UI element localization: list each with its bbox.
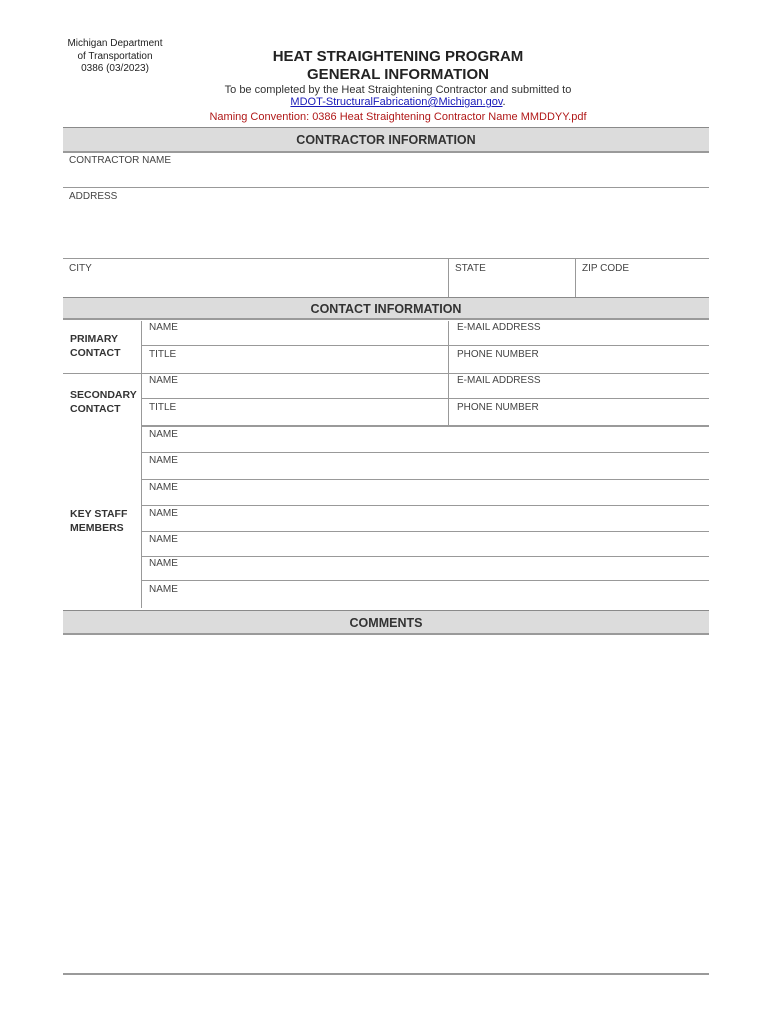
agency-block — [58, 38, 172, 76]
divider — [142, 505, 709, 506]
key-staff-name-field[interactable] — [149, 568, 701, 579]
secondary-phone-label: PHONE NUMBER — [457, 402, 539, 413]
primary-title-field[interactable] — [149, 359, 441, 371]
divider — [63, 373, 709, 374]
form-title-line1: HEAT STRAIGHTENING PROGRAM — [272, 48, 524, 65]
divider — [142, 398, 709, 399]
key-staff-name-label: NAME — [149, 584, 178, 595]
contractor-name-field[interactable] — [140, 166, 700, 184]
primary-title-label: TITLE — [149, 349, 177, 360]
key-staff-name-label: NAME — [149, 508, 178, 519]
form-number: 0386 (03/2023) — [81, 63, 149, 74]
primary-email-field[interactable] — [457, 332, 702, 344]
key-staff-label-line2: MEMBERS — [70, 522, 124, 534]
divider — [63, 258, 709, 259]
comments-heading: COMMENTS — [63, 610, 709, 635]
key-staff-label — [70, 507, 127, 535]
divider — [575, 259, 576, 297]
state-label: STATE — [455, 263, 486, 274]
secondary-name-label: NAME — [149, 375, 178, 386]
key-staff-name-label: NAME — [149, 455, 178, 466]
contractor-name-label: CONTRACTOR NAME — [69, 155, 172, 166]
agency-name-line2: of Transportation — [77, 50, 153, 62]
zip-code-label: ZIP CODE — [582, 263, 630, 274]
divider — [448, 259, 449, 297]
naming-convention: Naming Convention: 0386 Heat Straightening Contractor Name MMDDYY.pdf — [209, 111, 587, 123]
primary-contact-label-line1: PRIMARY — [70, 333, 119, 345]
divider — [142, 580, 709, 581]
primary-name-field[interactable] — [149, 332, 441, 344]
divider — [141, 321, 142, 608]
secondary-title-label: TITLE — [149, 402, 177, 413]
comments-bottom-rule — [63, 973, 709, 975]
divider — [142, 556, 709, 557]
secondary-name-field[interactable] — [149, 385, 441, 397]
form-title-line2: GENERAL INFORMATION — [307, 66, 489, 83]
key-staff-name-label: NAME — [149, 558, 178, 569]
primary-phone-field[interactable] — [457, 359, 702, 371]
divider — [142, 425, 709, 427]
key-staff-name-field[interactable] — [149, 439, 701, 451]
city-label: CITY — [69, 263, 92, 274]
primary-name-label: NAME — [149, 322, 178, 333]
primary-phone-label: PHONE NUMBER — [457, 349, 539, 360]
secondary-contact-label-line1: SECONDARY — [70, 389, 137, 401]
key-staff-name-field[interactable] — [149, 492, 701, 504]
divider — [142, 345, 709, 346]
zip-code-field[interactable] — [582, 276, 702, 294]
key-staff-name-label: NAME — [149, 534, 178, 545]
key-staff-label-line1: KEY STAFF — [70, 508, 128, 520]
secondary-email-field[interactable] — [457, 385, 702, 397]
divider — [63, 187, 709, 188]
contractor-info-heading: CONTRACTOR INFORMATION — [63, 127, 709, 153]
secondary-contact-label-line2: CONTACT — [70, 403, 121, 415]
key-staff-name-field[interactable] — [149, 518, 701, 530]
key-staff-name-label: NAME — [149, 429, 178, 440]
secondary-phone-field[interactable] — [457, 412, 702, 424]
divider — [142, 452, 709, 453]
state-field[interactable] — [455, 276, 569, 294]
divider — [142, 479, 709, 480]
primary-contact-label-line2: CONTACT — [70, 347, 121, 359]
key-staff-name-field[interactable] — [149, 594, 701, 606]
address-field[interactable] — [69, 205, 701, 255]
primary-email-label: E-MAIL ADDRESS — [457, 322, 541, 333]
primary-contact-label — [70, 332, 121, 360]
key-staff-name-field[interactable] — [149, 544, 701, 554]
secondary-email-label: E-MAIL ADDRESS — [457, 375, 541, 386]
secondary-title-field[interactable] — [149, 412, 441, 424]
agency-name-line1: Michigan Department — [67, 38, 163, 49]
contact-info-heading: CONTACT INFORMATION — [63, 297, 709, 320]
instruction-text: To be completed by the Heat Straightening Contractor and submitted to — [224, 84, 572, 96]
key-staff-name-field[interactable] — [149, 466, 701, 478]
submission-email-link[interactable]: MDOT-StructuralFabrication@Michigan.gov — [290, 96, 503, 108]
comments-field[interactable] — [63, 636, 709, 970]
city-field[interactable] — [69, 276, 441, 294]
submission-email-line — [150, 96, 646, 108]
key-staff-name-label: NAME — [149, 482, 178, 493]
divider — [142, 531, 709, 532]
address-label: ADDRESS — [69, 191, 118, 202]
email-suffix: . — [502, 96, 506, 108]
secondary-contact-label — [70, 388, 137, 416]
